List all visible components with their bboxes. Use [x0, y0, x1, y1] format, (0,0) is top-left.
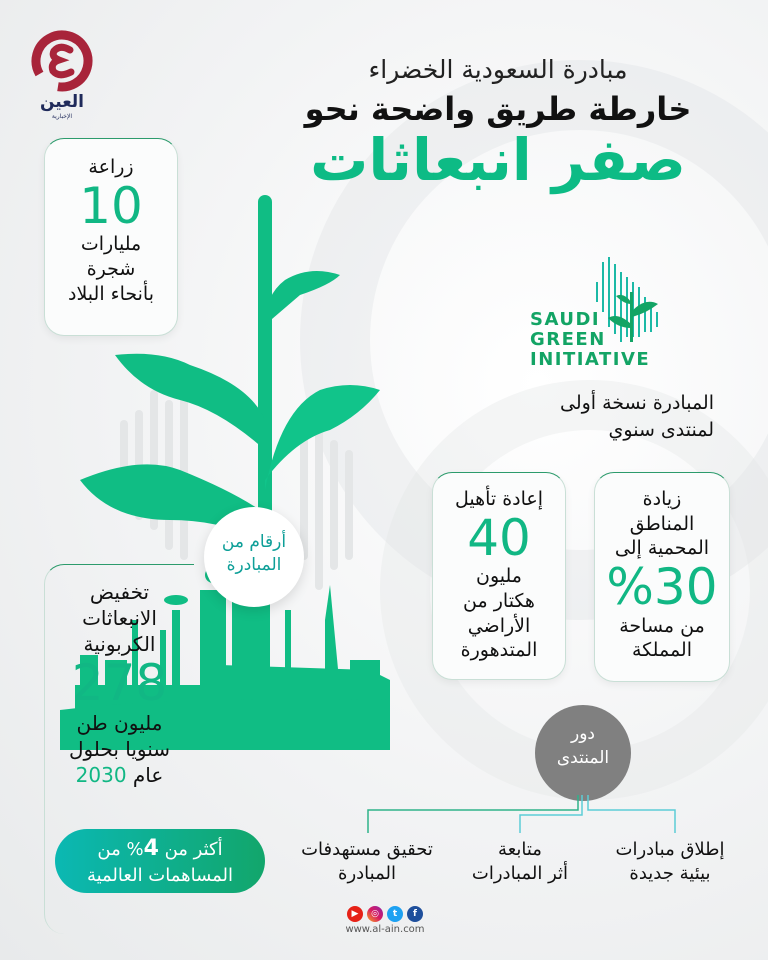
protected-number: %30: [606, 558, 718, 617]
global-share-pill: [55, 829, 265, 893]
footer: [330, 906, 440, 935]
header-title: خارطة طريق واضحة نحو: [304, 90, 692, 128]
forum-role-item: [282, 838, 452, 887]
emissions-line: مليون طن: [76, 710, 163, 735]
social-links: [330, 906, 440, 922]
header-headline: صفر انبعاثات: [310, 126, 686, 194]
role-line: تحقيق مستهدفات: [301, 839, 433, 860]
logo-wordmark: العين: [39, 92, 85, 112]
instagram-icon[interactable]: ◎: [367, 906, 383, 922]
year-value: 2030: [75, 762, 127, 787]
protected-label: المناطق: [629, 512, 695, 535]
trees-number: 10: [79, 176, 143, 235]
role-line: بيئية جديدة: [629, 863, 711, 885]
land-line: مليون: [476, 565, 522, 588]
emissions-label: الانبعاثات: [82, 606, 157, 630]
emissions-label: تخفيض: [89, 580, 150, 604]
emissions-line: سنويا بحلول: [68, 736, 171, 761]
protected-label: زيادة: [642, 488, 682, 510]
stat-card-land: [432, 472, 566, 680]
protected-line: من مساحة: [619, 614, 705, 637]
facebook-icon[interactable]: f: [407, 906, 423, 922]
caption-line: المبادرة نسخة أولى: [559, 392, 714, 414]
trees-label: زراعة: [88, 156, 134, 178]
pill-line1: [55, 835, 265, 864]
trees-line: بأنحاء البلاد: [68, 282, 154, 305]
ain-letter-icon: [26, 30, 98, 92]
numbers-badge: [204, 507, 304, 607]
pill-value: 4: [143, 836, 159, 861]
role-line: متابعة: [498, 839, 542, 860]
forum-title: دور: [571, 724, 595, 744]
caption-line: لمنتدى سنوي: [608, 418, 714, 441]
role-line: أثر المبادرات: [471, 863, 569, 885]
pill-prefix: أكثر من: [164, 839, 223, 860]
twitter-icon[interactable]: t: [387, 906, 403, 922]
saudi-green-initiative-logo: [530, 252, 690, 377]
sgi-word: SAUDI: [530, 309, 601, 330]
year-prefix: عام: [132, 762, 164, 787]
emissions-label: الكربونية: [83, 632, 156, 656]
land-line: الأراضي: [467, 614, 531, 637]
land-label: إعادة تأهيل: [454, 488, 544, 510]
pill-line2: المساهمات العالمية: [86, 864, 234, 886]
trees-line: مليارات: [80, 233, 142, 256]
badge-line: أرقام من: [221, 532, 287, 552]
land-number: 40: [467, 508, 531, 567]
protected-line: المملكة: [631, 639, 692, 662]
emissions-year-line: [45, 762, 194, 788]
badge-line: المبادرة: [226, 554, 282, 575]
sgi-caption: [514, 390, 714, 443]
sgi-word: INITIATIVE: [530, 349, 651, 371]
trees-line: شجرة: [86, 257, 136, 280]
forum-role-item: [600, 838, 740, 887]
youtube-icon[interactable]: ▶: [347, 906, 363, 922]
forum-role-item: [460, 838, 580, 887]
forum-title: المنتدى: [556, 747, 610, 768]
sgi-word: GREEN: [530, 329, 606, 351]
sgi-wordmark: [530, 310, 650, 370]
protected-label: المحمية إلى: [614, 537, 710, 560]
stat-card-trees: [44, 138, 178, 336]
land-line: المتدهورة: [460, 639, 538, 662]
site-url-link[interactable]: www.al-ain.com: [345, 924, 425, 935]
emissions-number: 278: [71, 654, 168, 712]
role-line: إطلاق مبادرات: [615, 839, 725, 860]
forum-role-badge: [535, 705, 631, 801]
al-ain-logo[interactable]: [26, 30, 98, 120]
header: [288, 55, 708, 194]
header-subtitle: مبادرة السعودية الخضراء: [368, 55, 628, 84]
connector-lines: [360, 795, 740, 835]
stat-card-protected-areas: [594, 472, 730, 682]
role-line: المبادرة: [338, 863, 396, 885]
logo-subtitle: الإخبارية: [51, 113, 73, 120]
land-line: هكتار من: [463, 589, 535, 612]
pill-suffix: % من: [97, 839, 144, 860]
